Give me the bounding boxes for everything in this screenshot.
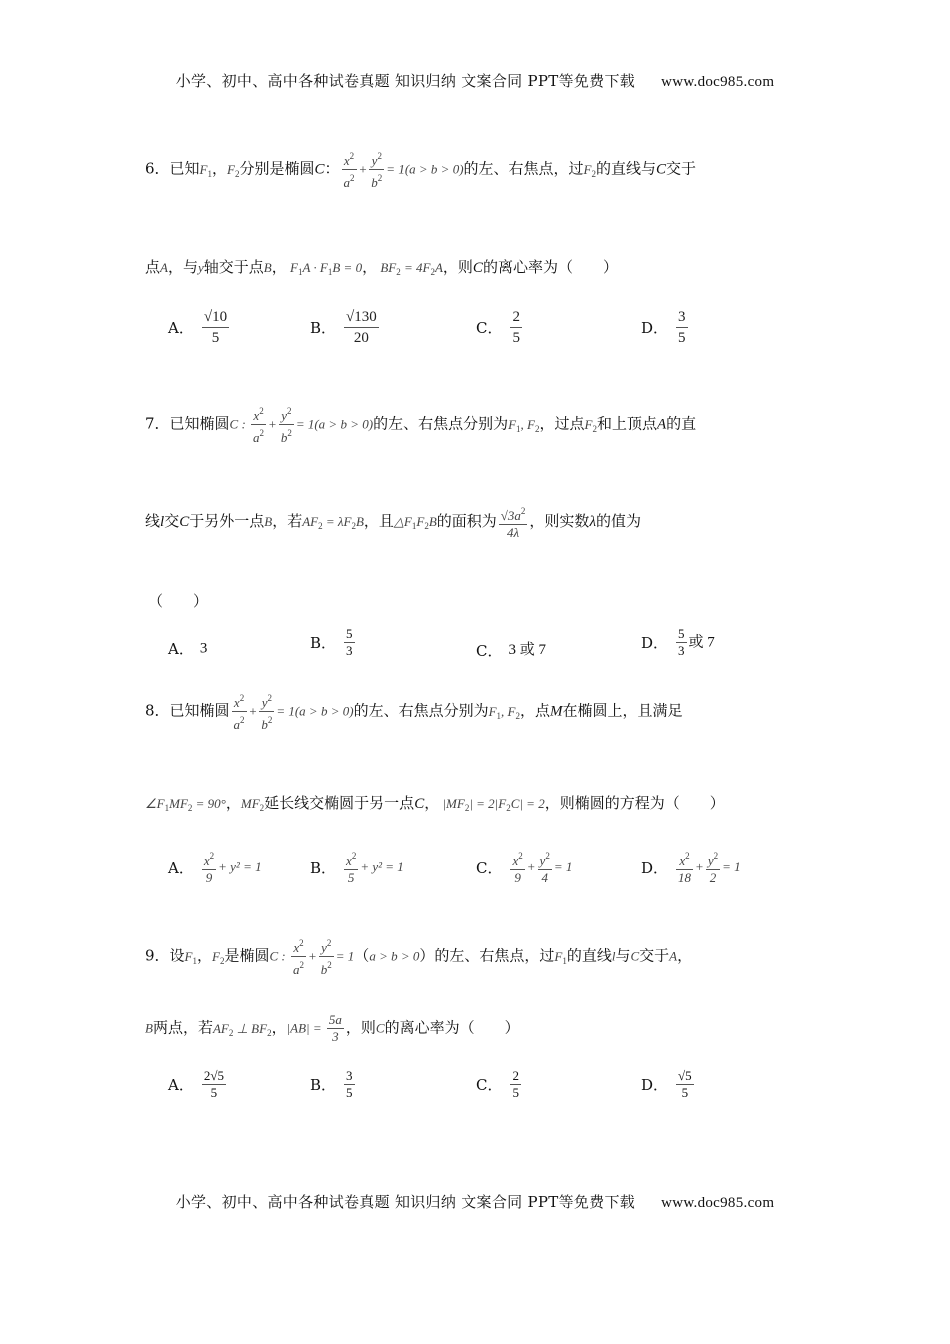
q7-option-b[interactable]: B． $\frac{5}{3}$	[310, 626, 353, 658]
q7-line1: 7．已知椭圆C : $\frac{x^2}{a^2}$ + $\frac{y^2}{b^2}$ = 1(a > b > 0)的左、右焦点分别为$F_1$, $F_2$，过点$F_2$和上顶点A的直	[145, 406, 697, 445]
footer-site: www.doc985.com	[661, 1195, 775, 1211]
q7-line2: 线l交C于另外一点B，若$AF_2 = \lambda F_2B$，且$\triangle F_1F_2B$的面积为 $\frac{√3a^2}{4\lambda}$ ，则实数λ的值为	[145, 506, 641, 540]
q7-option-a[interactable]: A． 3	[168, 640, 208, 658]
q6-option-d[interactable]: D． $\frac{3}{5}$	[641, 309, 686, 346]
footer-text: 小学、初中、高中各种试卷真题 知识归纳 文案合同 PPT等免费下载	[175, 1193, 636, 1211]
q7-paren: （ ）	[148, 592, 209, 610]
q7-option-d[interactable]: D． $\frac{5}{3}$ 或 7	[641, 626, 715, 658]
q8-option-b[interactable]: B． $\frac{x^2}{5}$ + y² = 1	[310, 851, 404, 885]
q7-option-c[interactable]: C． 3 或 7	[476, 641, 546, 660]
q6-option-a[interactable]: A． $\frac{√10}{5}$	[168, 309, 228, 346]
q6-option-b[interactable]: B． $\frac{√130}{20}$	[310, 309, 377, 346]
q9-option-b[interactable]: B． $\frac{3}{5}$	[310, 1068, 353, 1100]
page-header	[0, 70, 950, 91]
q6-line1: 6．已知$F_1$，$F_2$分别是椭圆C： $\frac{x^2}{a^2}$ + $\frac{y^2}{b^2}$ = 1(a > b > 0)的左、右焦点，过$F_2$的直线与C交于	[145, 151, 697, 190]
q9-option-a[interactable]: A． $\frac{2√5}{5}$	[168, 1068, 224, 1100]
q8-option-c[interactable]: C． $\frac{x^2}{9}$ + $\frac{y^2}{4}$ = 1	[476, 851, 573, 885]
q8-line2: $\angle F_1MF_2 = 90^\circ$，$MF_2$延长线交椭圆于另一点C， $|MF_2| = 2|F_2C| = 2$，则椭圆的方程为（ ）	[145, 794, 725, 813]
q8-option-d[interactable]: D． $\frac{x^2}{18}$ + $\frac{y^2}{2}$ = 1	[641, 851, 741, 885]
q6-line2: 点A，与y轴交于点B， $F_1A \cdot F_1B = 0$， $BF_2 = 4F_2A$，则C的离心率为（ ）	[145, 258, 618, 277]
q6-option-c[interactable]: C． $\frac{2}{5}$	[476, 309, 520, 346]
q9-option-d[interactable]: D． $\frac{√5}{5}$	[641, 1068, 692, 1100]
page-footer	[0, 1191, 950, 1212]
header-text: 小学、初中、高中各种试卷真题 知识归纳 文案合同 PPT等免费下载	[175, 72, 636, 90]
header-site: www.doc985.com	[661, 74, 775, 90]
q9-option-c[interactable]: C． $\frac{2}{5}$	[476, 1068, 519, 1100]
q9-line1: 9．设$F_1$，$F_2$是椭圆C : $\frac{x^2}{a^2}$ + $\frac{y^2}{b^2}$ = 1（a > b > 0）的左、右焦点，过$F_1$的直线l与C交于A，	[145, 938, 693, 977]
q8-option-a[interactable]: A． $\frac{x^2}{9}$ + y² = 1	[168, 851, 262, 885]
q8-line1: 8．已知椭圆 $\frac{x^2}{a^2}$ + $\frac{y^2}{b^2}$ = 1(a > b > 0)的左、右焦点分别为$F_1$, $F_2$，点M在椭圆上，且满足	[145, 693, 683, 732]
q9-line2: B两点，若$AF_2$ ⊥ $BF_2$，|AB| = $\frac{5a}{3}$ ，则C的离心率为（ ）	[145, 1012, 520, 1044]
